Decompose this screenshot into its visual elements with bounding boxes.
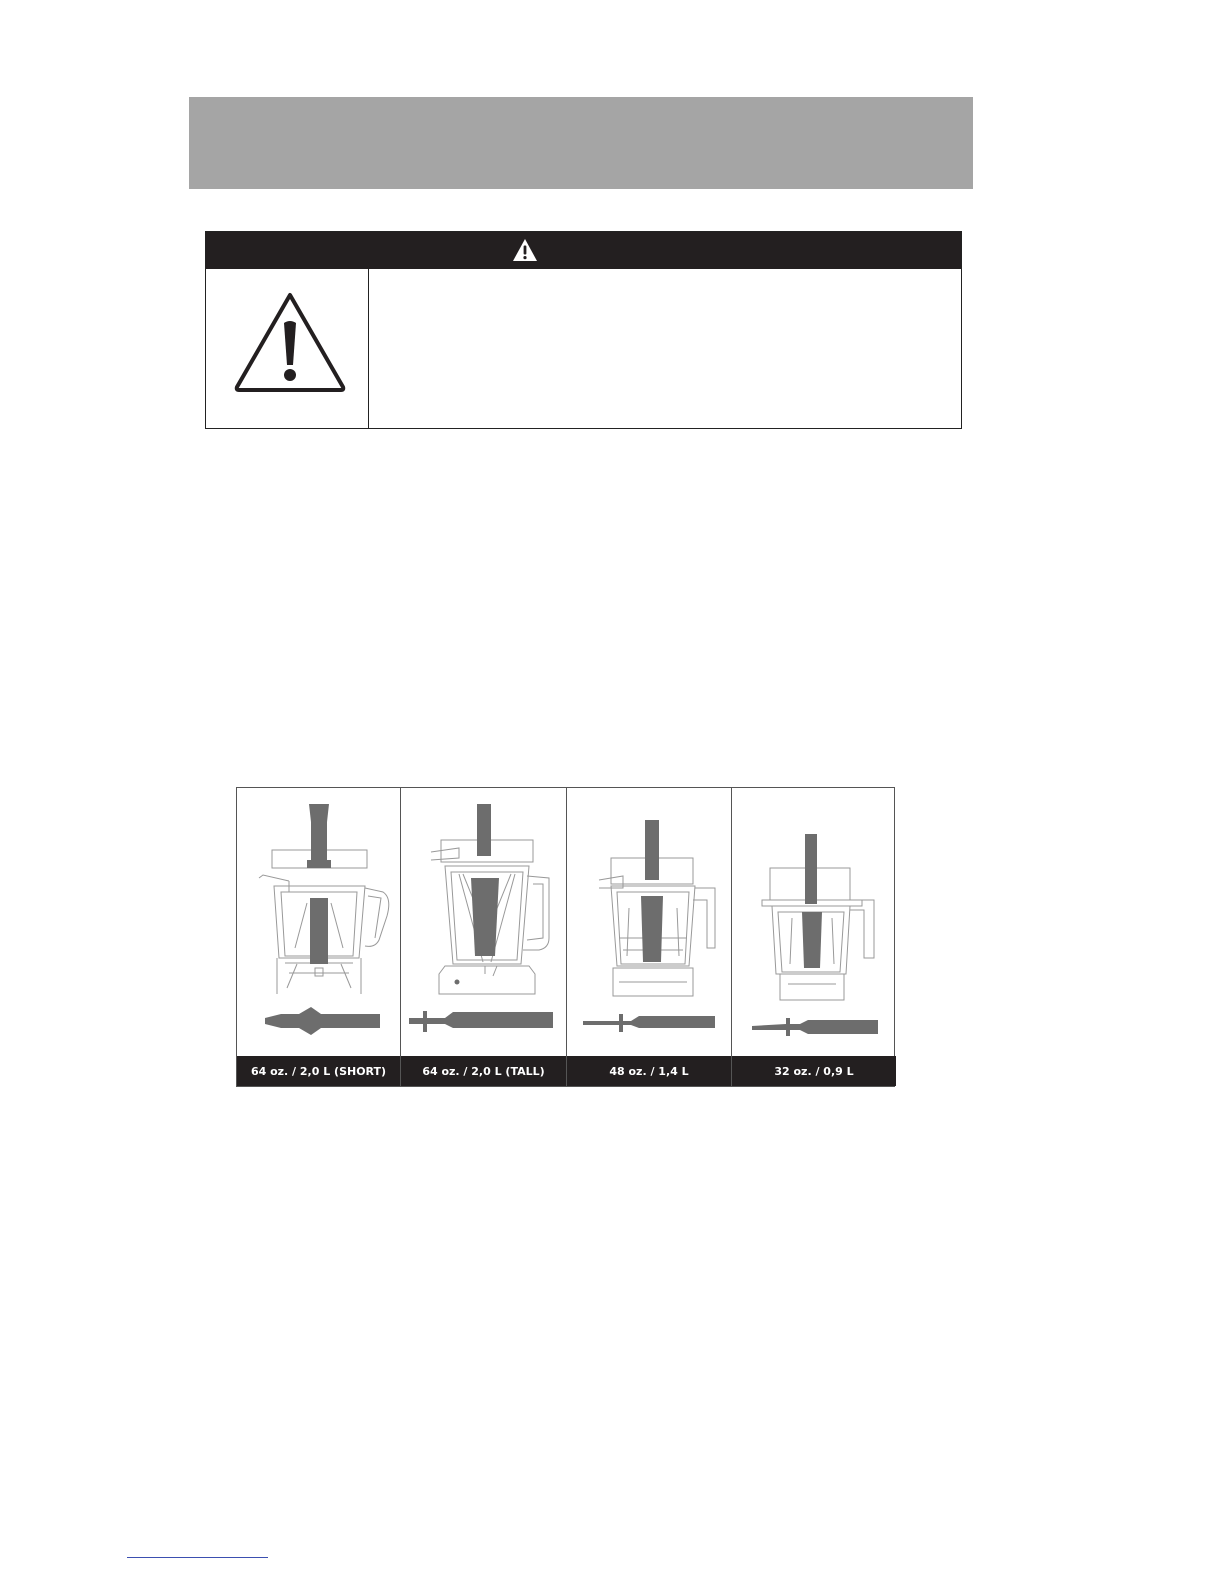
short-64oz-container-with-tamper-icon bbox=[237, 788, 401, 1058]
warning-box bbox=[205, 231, 962, 429]
figure-panel-64oz-short bbox=[237, 788, 401, 1086]
tall-64oz-container-with-tamper-icon bbox=[401, 788, 567, 1058]
panel-caption: 32 oz. / 0,9 L bbox=[732, 1056, 896, 1086]
figure-panel-32oz bbox=[732, 788, 896, 1086]
figure-panel-48oz bbox=[567, 788, 732, 1086]
warning-text-cell bbox=[369, 269, 961, 428]
panel-caption: 48 oz. / 1,4 L bbox=[567, 1056, 731, 1086]
warning-header bbox=[206, 232, 961, 269]
container-tamper-figure bbox=[236, 787, 895, 1087]
48oz-container-with-tamper-icon bbox=[567, 788, 732, 1058]
warning-icon-cell bbox=[206, 269, 369, 428]
panel-caption: 64 oz. / 2,0 L (SHORT) bbox=[237, 1056, 400, 1086]
footnote-rule bbox=[127, 1557, 268, 1558]
panel-caption: 64 oz. / 2,0 L (TALL) bbox=[401, 1056, 566, 1086]
warning-triangle-icon bbox=[233, 291, 347, 393]
32oz-container-with-tamper-icon bbox=[732, 788, 896, 1058]
warning-triangle-icon bbox=[512, 238, 538, 262]
figure-panel-64oz-tall bbox=[401, 788, 567, 1086]
section-header-bar bbox=[189, 97, 973, 189]
